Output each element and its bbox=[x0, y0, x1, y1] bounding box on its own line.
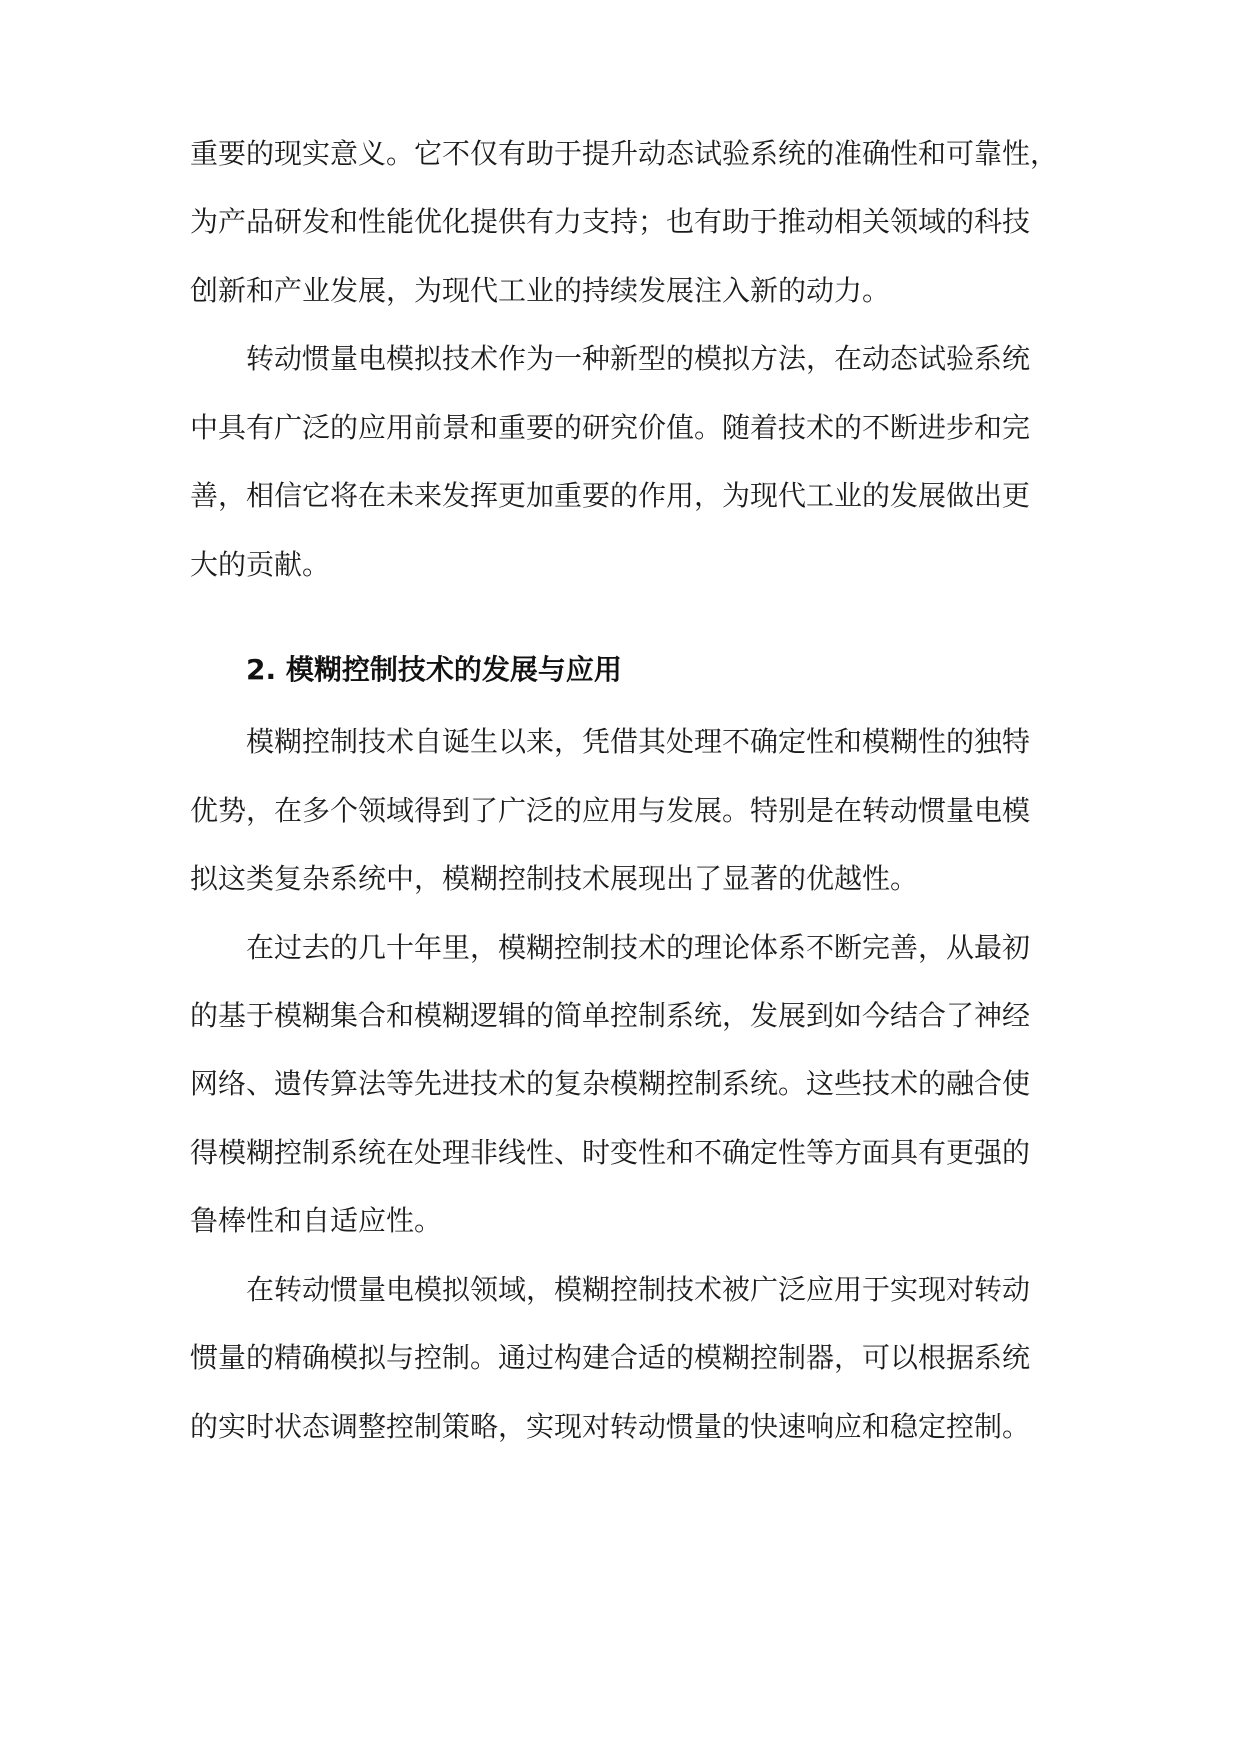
paragraph-2-line-4: 大的贡献。 bbox=[190, 548, 331, 581]
paragraph-2-line-2: 中具有广泛的应用前景和重要的研究价值。随着技术的不断进步和完 bbox=[190, 411, 1031, 444]
paragraph-4-line-1: 在过去的几十年里，模糊控制技术的理论体系不断完善，从最初 bbox=[246, 931, 1031, 964]
paragraph-4-line-2: 的基于模糊集合和模糊逻辑的简单控制系统，发展到如今结合了神经 bbox=[190, 999, 1031, 1032]
paragraph-1-line-3: 创新和产业发展，为现代工业的持续发展注入新的动力。 bbox=[190, 274, 891, 307]
paragraph-3-line-2: 优势，在多个领域得到了广泛的应用与发展。特别是在转动惯量电模 bbox=[190, 794, 1031, 827]
paragraph-1-line-1: 重要的现实意义。它不仅有助于提升动态试验系统的准确性和可靠性， bbox=[190, 137, 1059, 170]
paragraph-5-line-3: 的实时状态调整控制策略，实现对转动惯量的快速响应和稳定控制。 bbox=[190, 1410, 1031, 1443]
section-heading: 2. 模糊控制技术的发展与应用 bbox=[246, 653, 622, 686]
paragraph-3-line-1: 模糊控制技术自诞生以来，凭借其处理不确定性和模糊性的独特 bbox=[246, 725, 1031, 758]
paragraph-5-line-1: 在转动惯量电模拟领域，模糊控制技术被广泛应用于实现对转动 bbox=[246, 1273, 1031, 1306]
paragraph-3-line-3: 拟这类复杂系统中，模糊控制技术展现出了显著的优越性。 bbox=[190, 862, 919, 895]
paragraph-4-line-5: 鲁棒性和自适应性。 bbox=[190, 1204, 443, 1237]
paragraph-4-line-4: 得模糊控制系统在处理非线性、时变性和不确定性等方面具有更强的 bbox=[190, 1136, 1031, 1169]
paragraph-5-line-2: 惯量的精确模拟与控制。通过构建合适的模糊控制器，可以根据系统 bbox=[190, 1341, 1031, 1374]
paragraph-1-line-2: 为产品研发和性能优化提供有力支持；也有助于推动相关领域的科技 bbox=[190, 205, 1031, 238]
paragraph-2-line-3: 善，相信它将在未来发挥更加重要的作用，为现代工业的发展做出更 bbox=[190, 479, 1031, 512]
paragraph-4-line-3: 网络、遗传算法等先进技术的复杂模糊控制系统。这些技术的融合使 bbox=[190, 1067, 1031, 1100]
paragraph-2-line-1: 转动惯量电模拟技术作为一种新型的模拟方法，在动态试验系统 bbox=[246, 342, 1031, 375]
